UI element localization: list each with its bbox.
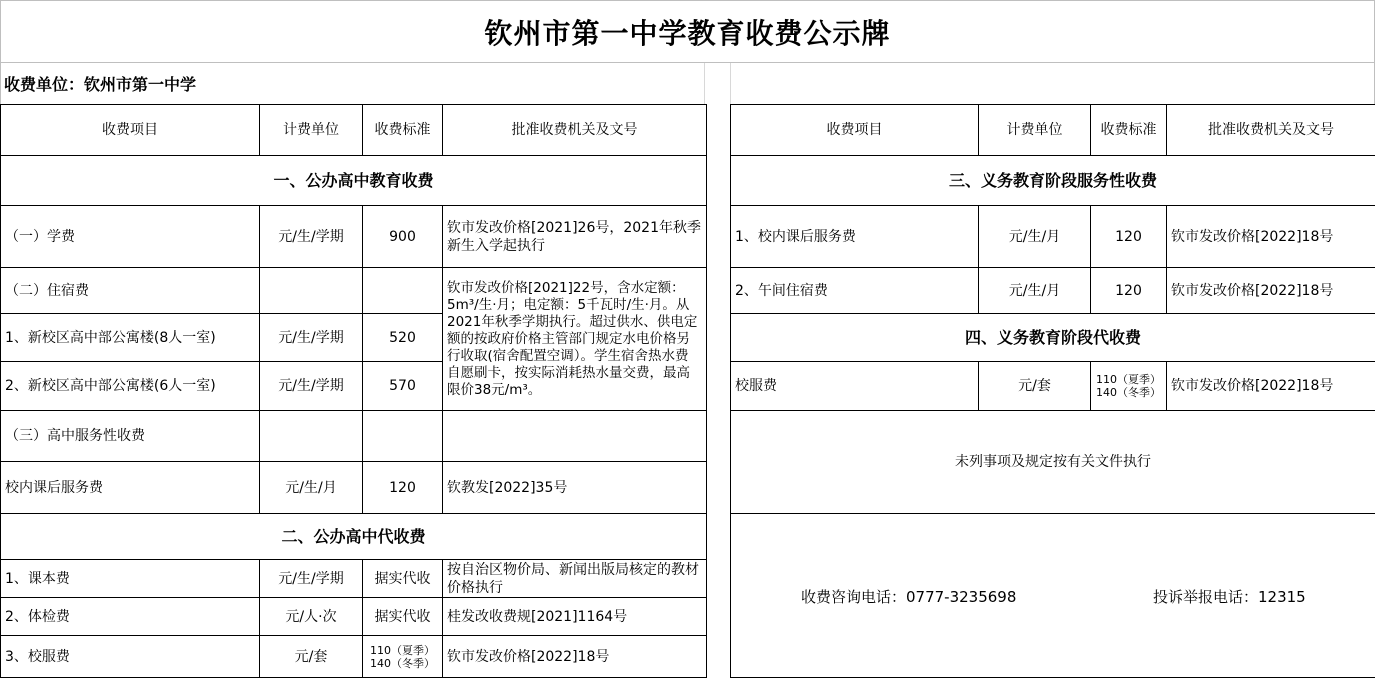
item-cell: 1、课本费 [1,560,260,598]
item-cell: （三）高中服务性收费 [1,411,260,462]
approval-cell: 钦市发改价格[2022]18号 [443,636,707,678]
unit-cell: 元/生/学期 [260,206,363,268]
approval-cell [443,411,707,462]
summer-price: 110（夏季） [1096,373,1161,386]
item-cell: 2、午间住宿费 [731,268,979,314]
standard-cell: 520 [363,314,443,362]
standard-cell: 据实代收 [363,560,443,598]
approval-cell: 钦市发改价格[2021]22号，含水定额：5m³/生·月；电定额：5千瓦时/生·月。从2021年秋季学期执行。超过供水、供电定额的按政府价格主管部门规定水电价格另行收取(宿舍配置空调）。学生宿舍热水费自愿刷卡，按实际消耗热水量交费，最高限价38元/m³。 [443,268,707,411]
table-row [1,598,707,636]
left-fee-table [0,104,707,678]
section-heading: 一、公办高中教育收费 [1,156,707,206]
header-item: 收费项目 [1,105,260,156]
table-row [1,462,707,514]
item-cell: （二）住宿费 [1,268,260,314]
table-row [731,362,1375,411]
approval-cell: 钦市发改价格[2022]18号 [1167,362,1375,411]
unit-cell [260,411,363,462]
header-standard: 收费标准 [363,105,443,156]
header-approval: 批准收费机关及文号 [1167,105,1375,156]
general-note: 未列事项及规定按有关文件执行 [731,411,1375,514]
table-row [1,206,707,268]
item-cell: 2、体检费 [1,598,260,636]
table-row [1,411,707,462]
standard-cell: 120 [363,462,443,514]
approval-cell: 钦市发改价格[2022]18号 [1167,206,1375,268]
header-row [731,105,1375,156]
item-cell: 校服费 [731,362,979,411]
standard-cell [363,268,443,314]
unit-cell [260,268,363,314]
table-row [1,636,707,678]
summer-price: 110（夏季） [370,643,435,657]
section-heading: 二、公办高中代收费 [1,514,707,560]
standard-cell [363,636,443,678]
approval-cell: 桂发改收费规[2021]1164号 [443,598,707,636]
unit-cell: 元/生/月 [979,268,1091,314]
standard-cell: 570 [363,362,443,411]
standard-cell: 120 [1091,268,1167,314]
approval-cell: 钦市发改价格[2022]18号 [1167,268,1375,314]
header-unit: 计费单位 [979,105,1091,156]
charging-unit-label: 收费单位：钦州市第一中学 [4,75,197,94]
complaint-phone: 投诉举报电话：12315 [1153,588,1306,606]
standard-cell [1091,362,1167,411]
unit-row-right [730,63,1375,104]
section-heading: 四、义务教育阶段代收费 [731,314,1375,362]
item-cell: 2、新校区高中部公寓楼(6人一室) [1,362,260,411]
unit-cell: 元/人·次 [260,598,363,636]
table-row [1,268,707,314]
standard-cell: 900 [363,206,443,268]
header-item: 收费项目 [731,105,979,156]
table-row [731,268,1375,314]
standard-cell [363,411,443,462]
unit-cell: 元/生/月 [979,206,1091,268]
page-title: 钦州市第一中学教育收费公示牌 [0,0,1375,63]
header-approval: 批准收费机关及文号 [443,105,707,156]
unit-cell: 元/生/月 [260,462,363,514]
item-cell: 3、校服费 [1,636,260,678]
section-heading: 三、义务教育阶段服务性收费 [731,156,1375,206]
approval-cell: 钦市发改价格[2021]26号，2021年秋季新生入学起执行 [443,206,707,268]
item-cell: 校内课后服务费 [1,462,260,514]
unit-cell: 元/套 [260,636,363,678]
standard-cell: 据实代收 [363,598,443,636]
unit-cell: 元/套 [979,362,1091,411]
winter-price: 140（冬季） [1096,386,1161,399]
table-row [731,206,1375,268]
approval-cell: 钦教发[2022]35号 [443,462,707,514]
header-unit: 计费单位 [260,105,363,156]
unit-cell: 元/生/学期 [260,560,363,598]
item-cell: 1、校内课后服务费 [731,206,979,268]
table-row [1,560,707,598]
item-cell: （一）学费 [1,206,260,268]
standard-cell: 120 [1091,206,1167,268]
unit-cell: 元/生/学期 [260,314,363,362]
item-cell: 1、新校区高中部公寓楼(8人一室) [1,314,260,362]
header-standard: 收费标准 [1091,105,1167,156]
consult-phone: 收费咨询电话：0777-3235698 [801,588,1017,606]
unit-cell: 元/生/学期 [260,362,363,411]
header-row [1,105,707,156]
winter-price: 140（冬季） [370,656,435,670]
approval-cell: 按自治区物价局、新闻出版局核定的教材价格执行 [443,560,707,598]
